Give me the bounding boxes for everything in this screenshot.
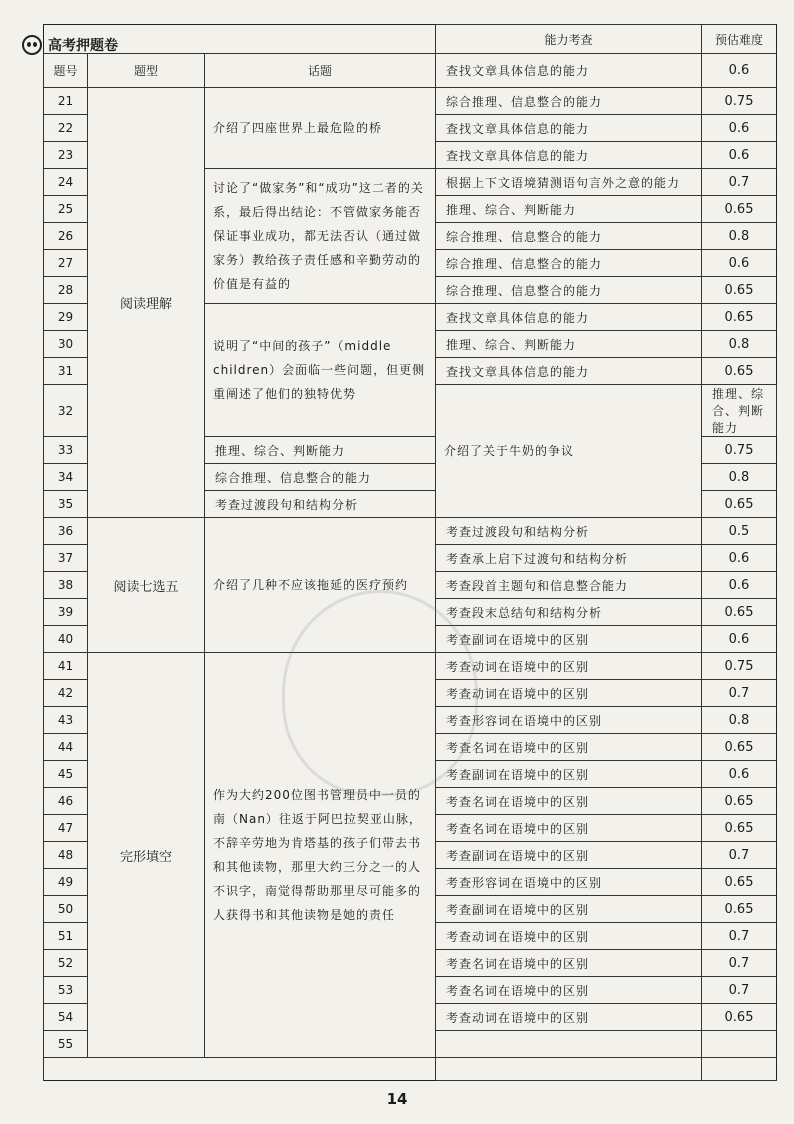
topic-cell: 介绍了四座世界上最危险的桥: [205, 88, 436, 169]
difficulty-cell: 0.65: [702, 599, 777, 626]
ability-cell: 考查名词在语境中的区别: [436, 734, 702, 761]
ability-cell: 综合推理、信息整合的能力: [205, 464, 436, 491]
difficulty-cell: 0.7: [702, 977, 777, 1004]
ability-cell: 查找文章具体信息的能力: [436, 358, 702, 385]
row-num: 48: [44, 842, 88, 869]
header-spacer: [44, 25, 436, 54]
difficulty-cell: 0.6: [702, 545, 777, 572]
difficulty-cell: [702, 1031, 777, 1058]
topic-cell: 介绍了关于牛奶的争议: [436, 385, 702, 518]
col-num: 题号: [44, 54, 88, 88]
row-num: 24: [44, 169, 88, 196]
ability-cell: 考查副词在语境中的区别: [436, 896, 702, 923]
difficulty-cell: 0.6: [702, 54, 777, 88]
difficulty-cell: 0.75: [702, 88, 777, 115]
row-num: 32: [44, 385, 88, 437]
difficulty-cell: 0.65: [702, 491, 777, 518]
ability-cell: 考查名词在语境中的区别: [436, 950, 702, 977]
ability-cell: 考查过渡段句和结构分析: [436, 518, 702, 545]
ability-cell: 考查动词在语境中的区别: [436, 680, 702, 707]
row-num: 23: [44, 142, 88, 169]
table-row: [44, 518, 777, 545]
question-type: 阅读理解: [88, 88, 205, 518]
difficulty-cell: 0.7: [702, 950, 777, 977]
ability-cell: 考查名词在语境中的区别: [436, 788, 702, 815]
ability-cell: 考查段首主题句和信息整合能力: [436, 572, 702, 599]
ability-cell: 考查过渡段句和结构分析: [205, 491, 436, 518]
difficulty-cell: 0.5: [702, 518, 777, 545]
col-type: 题型: [88, 54, 205, 88]
row-num: 55: [44, 1031, 88, 1058]
row-num: 50: [44, 896, 88, 923]
row-num: 42: [44, 680, 88, 707]
brand-title: 高考押题卷: [48, 38, 118, 54]
page-number: 14: [386, 1090, 408, 1108]
difficulty-cell: 0.65: [702, 358, 777, 385]
ability-cell: [436, 1031, 702, 1058]
row-num: 45: [44, 761, 88, 788]
difficulty-cell: 0.6: [702, 115, 777, 142]
question-type: 阅读七选五: [88, 518, 205, 653]
col-ability: 能力考查: [436, 25, 702, 54]
difficulty-cell: 0.65: [702, 277, 777, 304]
ability-cell: 考查动词在语境中的区别: [436, 923, 702, 950]
difficulty-cell: 0.65: [702, 896, 777, 923]
topic-cell: 介绍了几种不应该拖延的医疗预约: [205, 518, 436, 653]
row-num: 35: [44, 491, 88, 518]
col-topic: 话题: [205, 54, 436, 88]
row-num: 37: [44, 545, 88, 572]
difficulty-cell: 0.65: [702, 788, 777, 815]
difficulty-cell: 0.75: [702, 437, 777, 464]
ability-cell: 考查副词在语境中的区别: [436, 626, 702, 653]
row-num: 36: [44, 518, 88, 545]
difficulty-cell: 0.8: [702, 707, 777, 734]
panda-logo-icon: [22, 35, 42, 55]
difficulty-cell: 0.65: [702, 869, 777, 896]
difficulty-cell: 0.7: [702, 680, 777, 707]
difficulty-cell: 0.7: [702, 842, 777, 869]
row-num: 43: [44, 707, 88, 734]
difficulty-cell: 0.6: [702, 626, 777, 653]
ability-cell: 推理、综合、判断能力: [436, 196, 702, 223]
row-num: 39: [44, 599, 88, 626]
row-num: 49: [44, 869, 88, 896]
difficulty-cell: 0.8: [702, 464, 777, 491]
ability-cell: 查找文章具体信息的能力: [436, 304, 702, 331]
row-num: 22: [44, 115, 88, 142]
ability-cell: 考查形容词在语境中的区别: [436, 707, 702, 734]
ability-cell: 考查动词在语境中的区别: [436, 653, 702, 680]
difficulty-cell: 0.7: [702, 169, 777, 196]
ability-cell: 综合推理、信息整合的能力: [436, 250, 702, 277]
ability-cell: 考查承上启下过渡句和结构分析: [436, 545, 702, 572]
col-difficulty: 预估难度: [702, 25, 777, 54]
ability-cell: 查找文章具体信息的能力: [436, 142, 702, 169]
difficulty-cell: 0.6: [702, 761, 777, 788]
row-num: 38: [44, 572, 88, 599]
row-num: 40: [44, 626, 88, 653]
exam-analysis-table: [43, 24, 777, 1081]
topic-cell: 作为大约200位图书管理员中一员的南（Nan）往返于阿巴拉契亚山脉，不辞辛劳地为肯塔基的孩子们带去书和其他读物，那里大约三分之一的人不识字，南觉得帮助那里尽可能多的人获得书和其他读物是她的责任: [205, 653, 436, 1058]
ability-cell: 查找文章具体信息的能力: [436, 115, 702, 142]
ability-cell: 查找文章具体信息的能力: [436, 54, 702, 88]
ability-cell: 考查副词在语境中的区别: [436, 842, 702, 869]
ability-cell: 考查形容词在语境中的区别: [436, 869, 702, 896]
table-row-tail: [44, 1058, 777, 1081]
ability-cell: 综合推理、信息整合的能力: [436, 88, 702, 115]
row-num: 54: [44, 1004, 88, 1031]
row-num: 53: [44, 977, 88, 1004]
row-num: 28: [44, 277, 88, 304]
difficulty-cell: 0.8: [702, 331, 777, 358]
row-num: 47: [44, 815, 88, 842]
row-num: 51: [44, 923, 88, 950]
row-num: 21: [44, 88, 88, 115]
ability-cell: 考查副词在语境中的区别: [436, 761, 702, 788]
row-num: 33: [44, 437, 88, 464]
topic-cell: 说明了“中间的孩子”（middle children）会面临一些问题，但更侧重阐述了他们的独特优势: [205, 304, 436, 437]
table-row: [44, 88, 777, 115]
ability-cell: 考查动词在语境中的区别: [436, 1004, 702, 1031]
table-row: [44, 653, 777, 680]
ability-cell: 推理、综合、判断能力: [436, 331, 702, 358]
row-num: 25: [44, 196, 88, 223]
difficulty-cell: 0.6: [702, 142, 777, 169]
ability-cell: 考查名词在语境中的区别: [436, 977, 702, 1004]
ability-cell: 综合推理、信息整合的能力: [436, 277, 702, 304]
difficulty-cell: 0.8: [702, 223, 777, 250]
ability-cell: 推理、综合、判断能力: [702, 385, 777, 437]
row-num: 52: [44, 950, 88, 977]
difficulty-cell: 0.7: [702, 923, 777, 950]
row-num: 31: [44, 358, 88, 385]
row-num: 29: [44, 304, 88, 331]
ability-cell: 考查名词在语境中的区别: [436, 815, 702, 842]
row-num: 26: [44, 223, 88, 250]
difficulty-cell: 0.65: [702, 196, 777, 223]
difficulty-cell: 0.65: [702, 1004, 777, 1031]
ability-cell: 推理、综合、判断能力: [205, 437, 436, 464]
question-type: 完形填空: [88, 653, 205, 1058]
difficulty-cell: 0.65: [702, 304, 777, 331]
topic-cell: 讨论了“做家务”和“成功”这二者的关系，最后得出结论：不管做家务能否保证事业成功，都无法否认（通过做家务）教给孩子责任感和辛勤劳动的价值是有益的: [205, 169, 436, 304]
row-num: 27: [44, 250, 88, 277]
row-num: 34: [44, 464, 88, 491]
difficulty-cell: 0.6: [702, 572, 777, 599]
difficulty-cell: 0.6: [702, 250, 777, 277]
difficulty-cell: 0.65: [702, 734, 777, 761]
difficulty-cell: 0.75: [702, 653, 777, 680]
ability-cell: 根据上下文语境猜测语句言外之意的能力: [436, 169, 702, 196]
row-num: 41: [44, 653, 88, 680]
row-num: 44: [44, 734, 88, 761]
row-num: 30: [44, 331, 88, 358]
ability-cell: 综合推理、信息整合的能力: [436, 223, 702, 250]
ability-cell: 考查段末总结句和结构分析: [436, 599, 702, 626]
difficulty-cell: 0.65: [702, 815, 777, 842]
row-num: 46: [44, 788, 88, 815]
